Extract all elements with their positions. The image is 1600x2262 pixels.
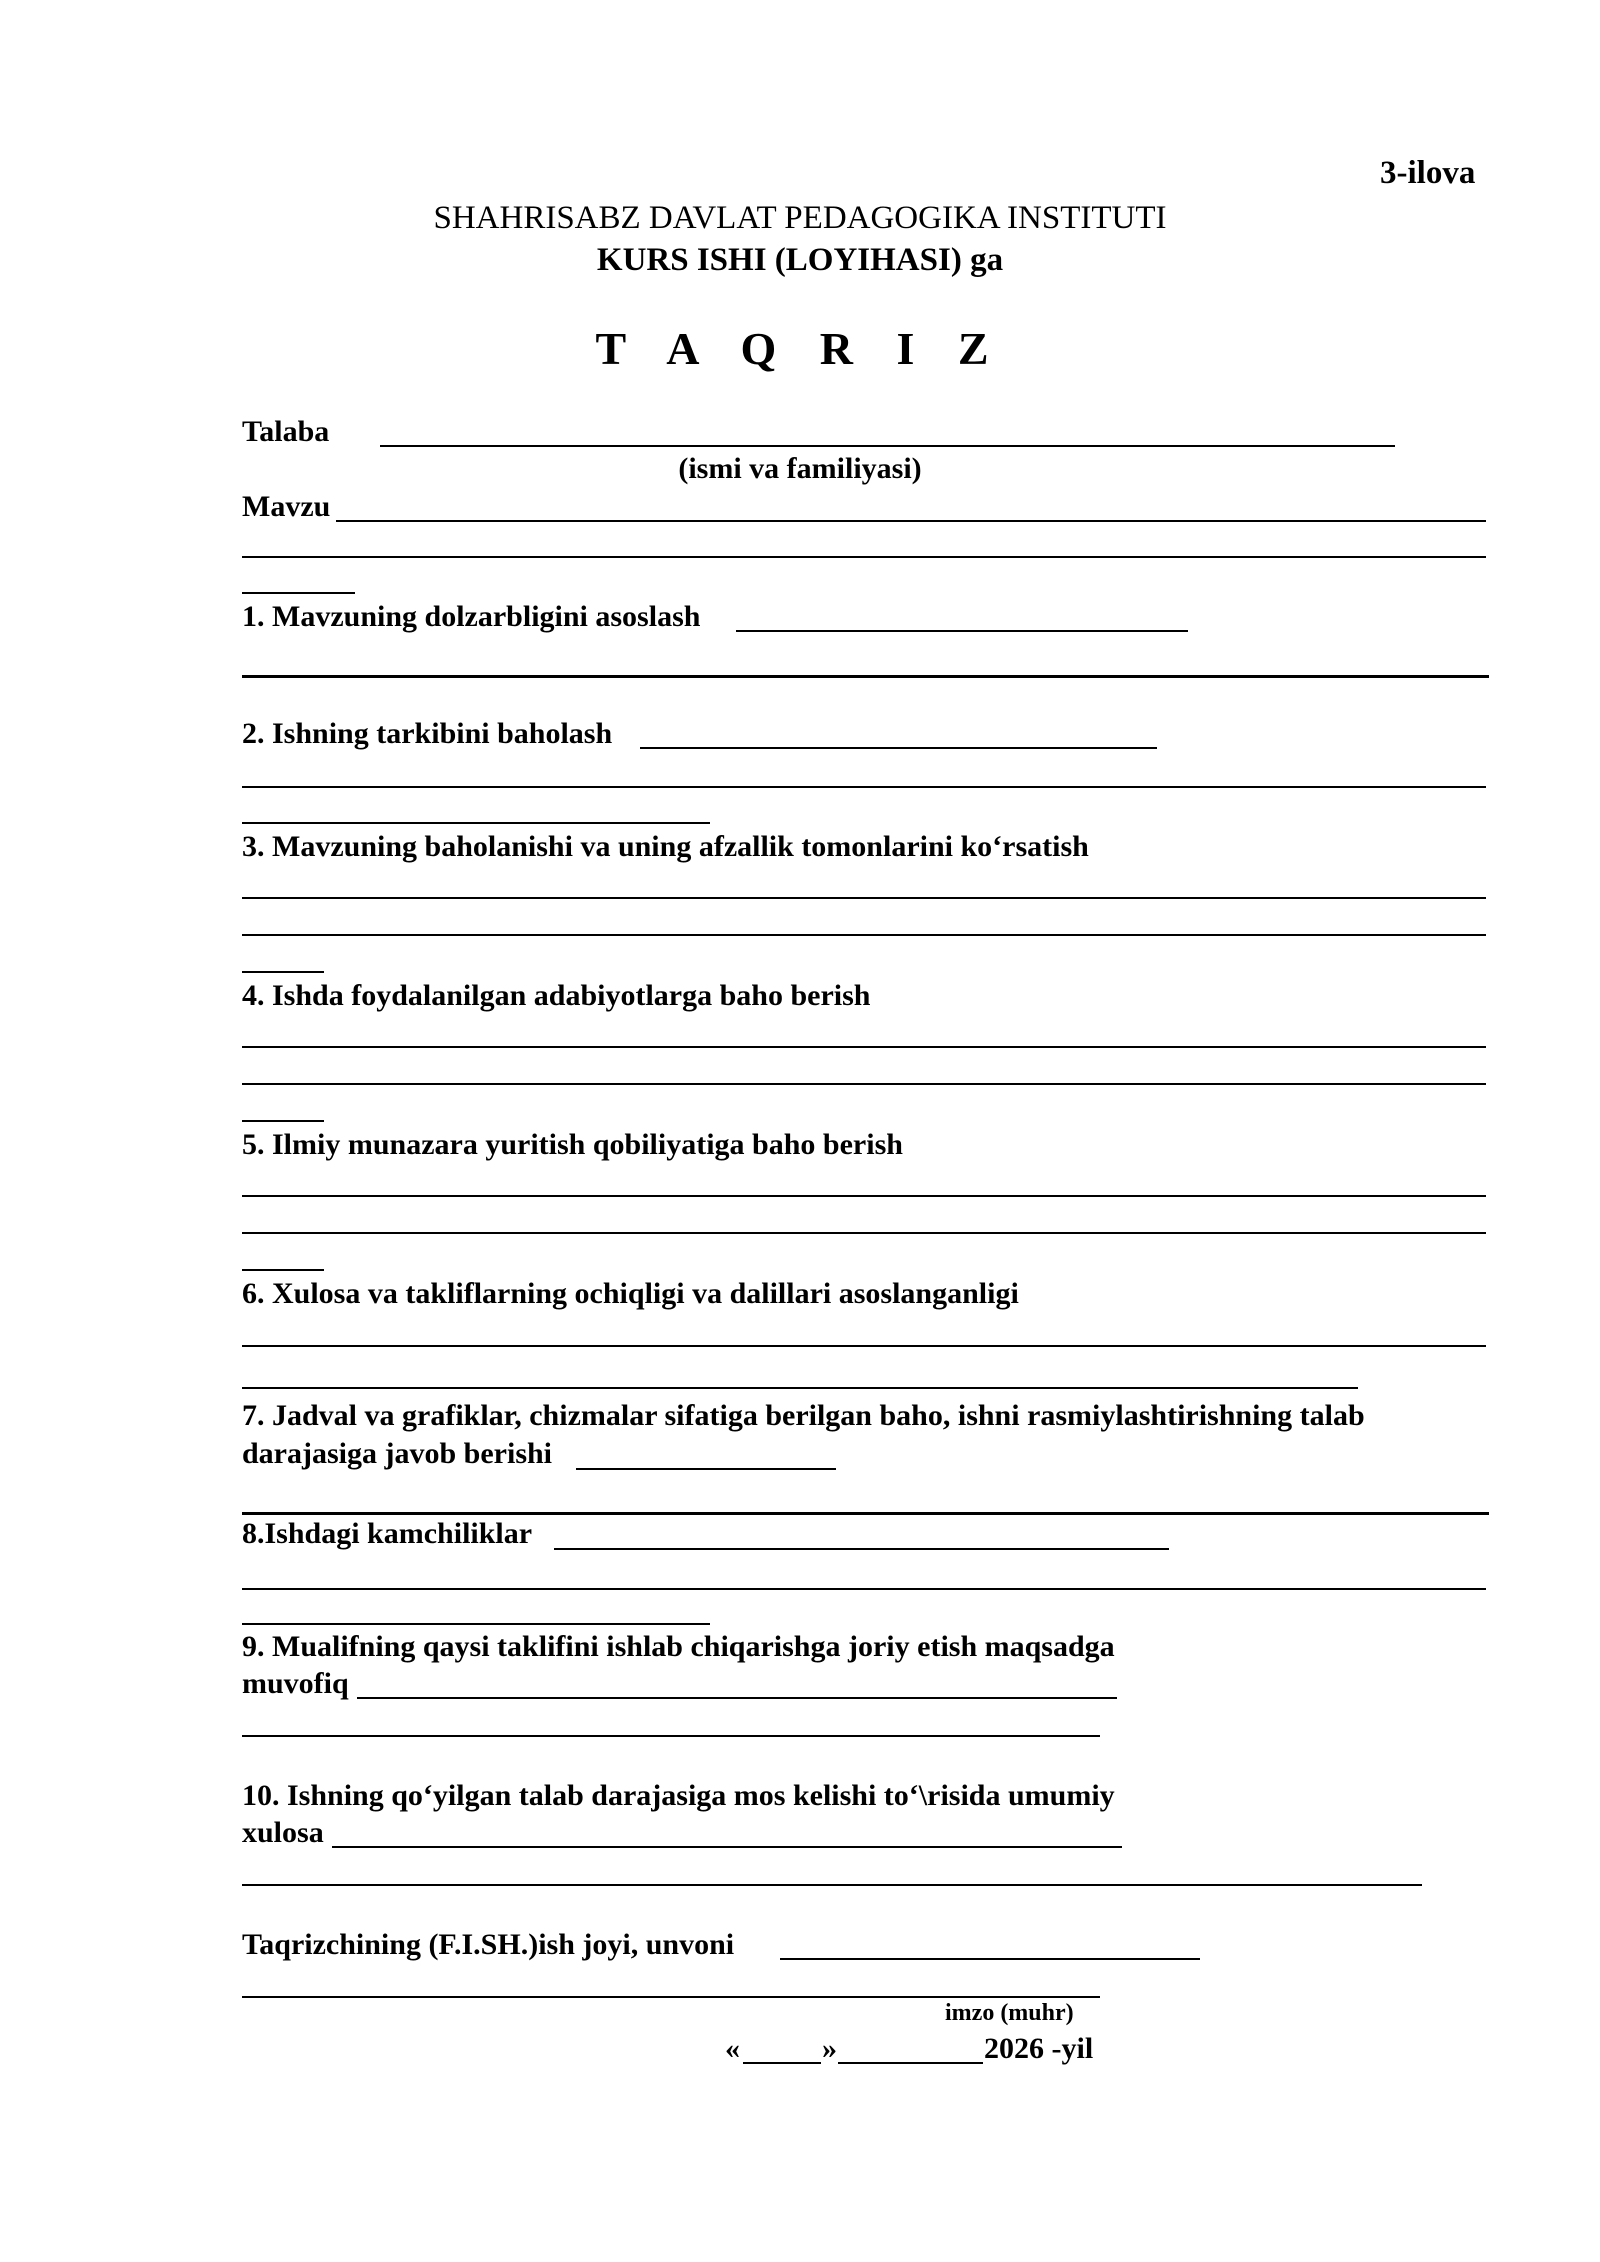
topic-label: Mavzu <box>242 490 331 523</box>
section-1-line-1[interactable] <box>736 630 1188 632</box>
student-name-hint: (ismi va familiyasi) <box>678 452 922 485</box>
section-2-label: 2. Ishning tarkibini baholash <box>242 717 613 750</box>
section-1-label: 1. Mavzuning dolzarbligini asoslash <box>242 600 701 633</box>
section-5-line-1[interactable] <box>242 1195 1486 1197</box>
section-7-line-2[interactable] <box>242 1512 1489 1515</box>
section-10-line-2[interactable] <box>242 1884 1422 1886</box>
section-6-line-1[interactable] <box>242 1345 1486 1347</box>
date-day-line[interactable] <box>743 2062 821 2064</box>
section-4-line-2[interactable] <box>242 1083 1486 1085</box>
reviewer-line-1[interactable] <box>780 1958 1200 1960</box>
section-4-label: 4. Ishda foydalanilgan adabiyotlarga baho berish <box>242 979 871 1012</box>
topic-line-2[interactable] <box>242 556 1486 558</box>
section-10-label-line-2: xulosa <box>242 1816 324 1849</box>
student-label: Talaba <box>242 415 330 448</box>
section-3-line-3[interactable] <box>242 971 324 973</box>
section-6-label: 6. Xulosa va takliflarning ochiqligi va dalillari asoslanganligi <box>242 1277 1019 1310</box>
section-10-line-1[interactable] <box>332 1846 1122 1848</box>
section-4-line-1[interactable] <box>242 1046 1486 1048</box>
topic-line-1[interactable] <box>336 520 1486 522</box>
date-month-line[interactable] <box>838 2062 983 2064</box>
section-3-label: 3. Mavzuning baholanishi va uning afzallik tomonlarini ko‘rsatish <box>242 830 1089 863</box>
section-8-line-2[interactable] <box>242 1588 1486 1590</box>
section-6-line-2[interactable] <box>242 1387 1358 1389</box>
signature-hint: imzo (muhr) <box>945 2000 1074 2026</box>
section-8-line-1[interactable] <box>554 1548 1169 1550</box>
date-quote-close: » <box>822 2032 837 2065</box>
section-9-line-2[interactable] <box>242 1735 1100 1737</box>
section-2-line-3[interactable] <box>242 822 710 824</box>
date-year: 2026 -yil <box>984 2032 1094 2065</box>
section-1-line-2[interactable] <box>242 675 1489 678</box>
section-5-line-2[interactable] <box>242 1232 1486 1234</box>
section-9-line-1[interactable] <box>357 1697 1117 1699</box>
section-2-line-2[interactable] <box>242 786 1486 788</box>
section-3-line-1[interactable] <box>242 897 1486 899</box>
section-4-line-3[interactable] <box>242 1120 324 1122</box>
section-3-line-2[interactable] <box>242 934 1486 936</box>
reviewer-label: Taqrizchining (F.I.SH.)ish joyi, unvoni <box>242 1928 735 1961</box>
section-5-label: 5. Ilmiy munazara yuritish qobiliyatiga baho berish <box>242 1128 903 1161</box>
section-9-label-line-1: 9. Mualifning qaysi taklifini ishlab chiqarishga joriy etish maqsadga <box>242 1630 1115 1663</box>
section-8-line-3[interactable] <box>242 1623 710 1625</box>
date-quote-open: « <box>725 2032 740 2065</box>
student-name-line[interactable] <box>380 445 1395 447</box>
institute-name: SHAHRISABZ DAVLAT PEDAGOGIKA INSTITUTI <box>433 200 1167 236</box>
section-10-label-line-1: 10. Ishning qo‘yilgan talab darajasiga mos kelishi to‘\risida umumiy <box>242 1779 1115 1812</box>
section-9-label-line-2: muvofiq <box>242 1667 349 1700</box>
section-7-label-line-1: 7. Jadval va grafiklar, chizmalar sifatiga berilgan baho, ishni rasmiylashtirishning talab <box>242 1399 1365 1432</box>
section-7-label-line-2: darajasiga javob berishi <box>242 1437 553 1470</box>
topic-line-3[interactable] <box>242 592 355 594</box>
section-2-line-1[interactable] <box>640 747 1157 749</box>
annex-label: 3-ilova <box>1380 155 1476 191</box>
document-subtitle: KURS ISHI (LOYIHASI) ga <box>596 242 1004 278</box>
document-title: T A Q R I Z <box>595 323 1005 374</box>
section-8-label: 8.Ishdagi kamchiliklar <box>242 1517 533 1550</box>
reviewer-line-2[interactable] <box>242 1996 1100 1998</box>
section-7-line-1[interactable] <box>576 1468 836 1470</box>
section-5-line-3[interactable] <box>242 1269 324 1271</box>
